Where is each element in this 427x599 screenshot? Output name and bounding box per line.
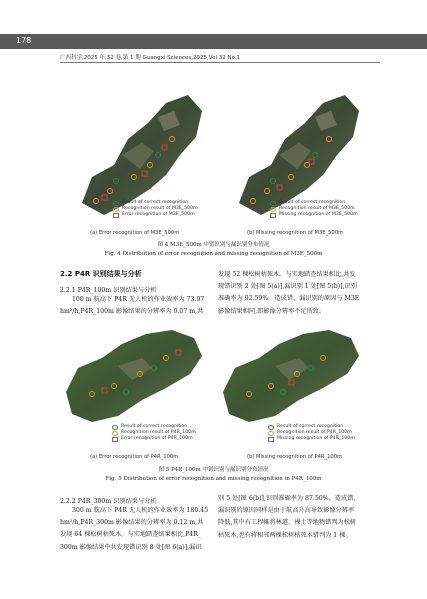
fig4b-legend [270,200,358,218]
fig5a-caption: (a) Error recognition of P4R_100m [90,454,179,460]
legend-item: Result of correct recognition [268,424,355,430]
left-paragraph-2 [60,505,208,554]
correct-circle-icon [268,425,274,430]
legend-item: Result of correct recognition [270,200,358,206]
legend-item: Recognition result of M3E_500m [270,206,358,212]
header-bar [0,34,427,49]
text-line: 发现 52 棵松树枯死木。与实地踏查结果相比,共发 [218,271,356,278]
page-header [0,0,427,60]
missing-square-icon [270,213,276,218]
text-line: 准确率为 92.59%。造成错、漏识别的原因与 M3E [218,295,360,303]
correct-circle-icon [112,425,118,430]
recognition-circle-icon [112,431,118,436]
right-paragraph-2 [218,493,360,542]
subsection-heading: 2.2.1 P4R_100m 识别结果与分析 [60,287,157,294]
section-heading: 2.2 P4R 识别结果与分析 [60,270,142,278]
text-line: 300m 影像结果中共发现错识别 8 处[图 6(a)],漏识 [60,543,202,551]
recognition-circle-icon [270,207,276,212]
fig5b-caption: (b) Missing recognition of P4R_100m [247,454,343,460]
fig4b-caption: (b) Missing recognition of M3E_500m [247,230,344,236]
text-line: 发现 64 棵松树枯死木。与实地踏查结果相比,P4R_ [60,531,202,539]
fig5a-legend [112,424,196,442]
fig5-caption-cn: 图 5 P4R_100m 中错识别与漏识别分布情况 [158,467,269,473]
header-rule [60,62,380,63]
text-line: 别 5 处[图 6(b)],识别准确率为 87.50%。造成错、 [218,495,360,502]
legend-item: Result of correct recognition [112,424,196,430]
recognition-circle-icon [268,431,274,436]
fig5b-legend [268,424,355,442]
subsection-heading: 2.2.2 P4R_300m 识别结果与分析 [60,498,157,505]
correct-circle-icon [270,201,276,206]
legend-item: Error recognition of P4R_100m [112,436,196,442]
fig5-caption-en: Fig. 5 Distribution of error recognition and missing recognition in P4R_100m [105,476,322,482]
text-line: 现错识别 2 处[图 5(a)],漏识别 1 处[图 5(b)],识别 [218,283,357,291]
missing-square-icon [268,437,274,442]
text-line: 漏识别的原因同样是由于航高升高导致影像分辨率 [218,507,355,515]
legend-item: Recognition result of P4R_100m [112,430,196,436]
legend-item: Result of correct recognition [113,200,198,206]
right-paragraph-1 [218,269,359,318]
legend-item: Recognition result of M3E_500m [113,206,198,212]
text-line: 枯死木,也有将相邻两棵松树枯死木错判为 1 棵。 [218,531,352,539]
text-line: hm²/h,P4R_300m 影像结果的分辨率为 0.12 m,共 [60,519,204,527]
fig4-caption-cn: 图 4 M3E_500m 中错识别与漏识别分布情况 [157,242,270,248]
page-number: 178 [16,36,32,45]
correct-circle-icon [113,201,119,206]
fig4a-caption: (a) Error recognition of M3E_500m [90,230,180,236]
fig4-caption-en: Fig. 4 Distribution of error recognition and missing recognition of M3E_500m [104,251,323,257]
text-line: hm²/h,P4R_100m 影像结果的分辨率为 0.07 m,共 [60,308,204,316]
error-square-icon [112,437,118,442]
legend-item: Error recognition of M3E_500m [113,212,198,218]
legend-item: Missing recognition of P4R_100m [268,436,355,442]
fig4a-legend [113,200,198,218]
text-line: 100 m 航高下 P4R 无人机的作业效率为 73.97 [72,296,205,303]
running-title: 广西科学,2025 年,32 卷,第 1 期 Guangxi Sciences,2025,Vol.32 No.1 [60,55,241,61]
text-line: 影像结果相同,即影像分辨率不足所致。 [218,307,326,315]
recognition-circle-icon [113,207,119,212]
text-line: 300 m 航高下 P4R 无人机的作业效率为 180.45 [72,507,209,514]
left-paragraph-1 [60,294,204,318]
text-line: 降低,其中有工程帷将林道、裸土等地物错判为松树 [218,519,357,527]
error-square-icon [113,213,119,218]
legend-item: Missing recognition of M3E_500m [270,212,358,218]
legend-item: Recognition result of P4R_100m [268,430,355,436]
